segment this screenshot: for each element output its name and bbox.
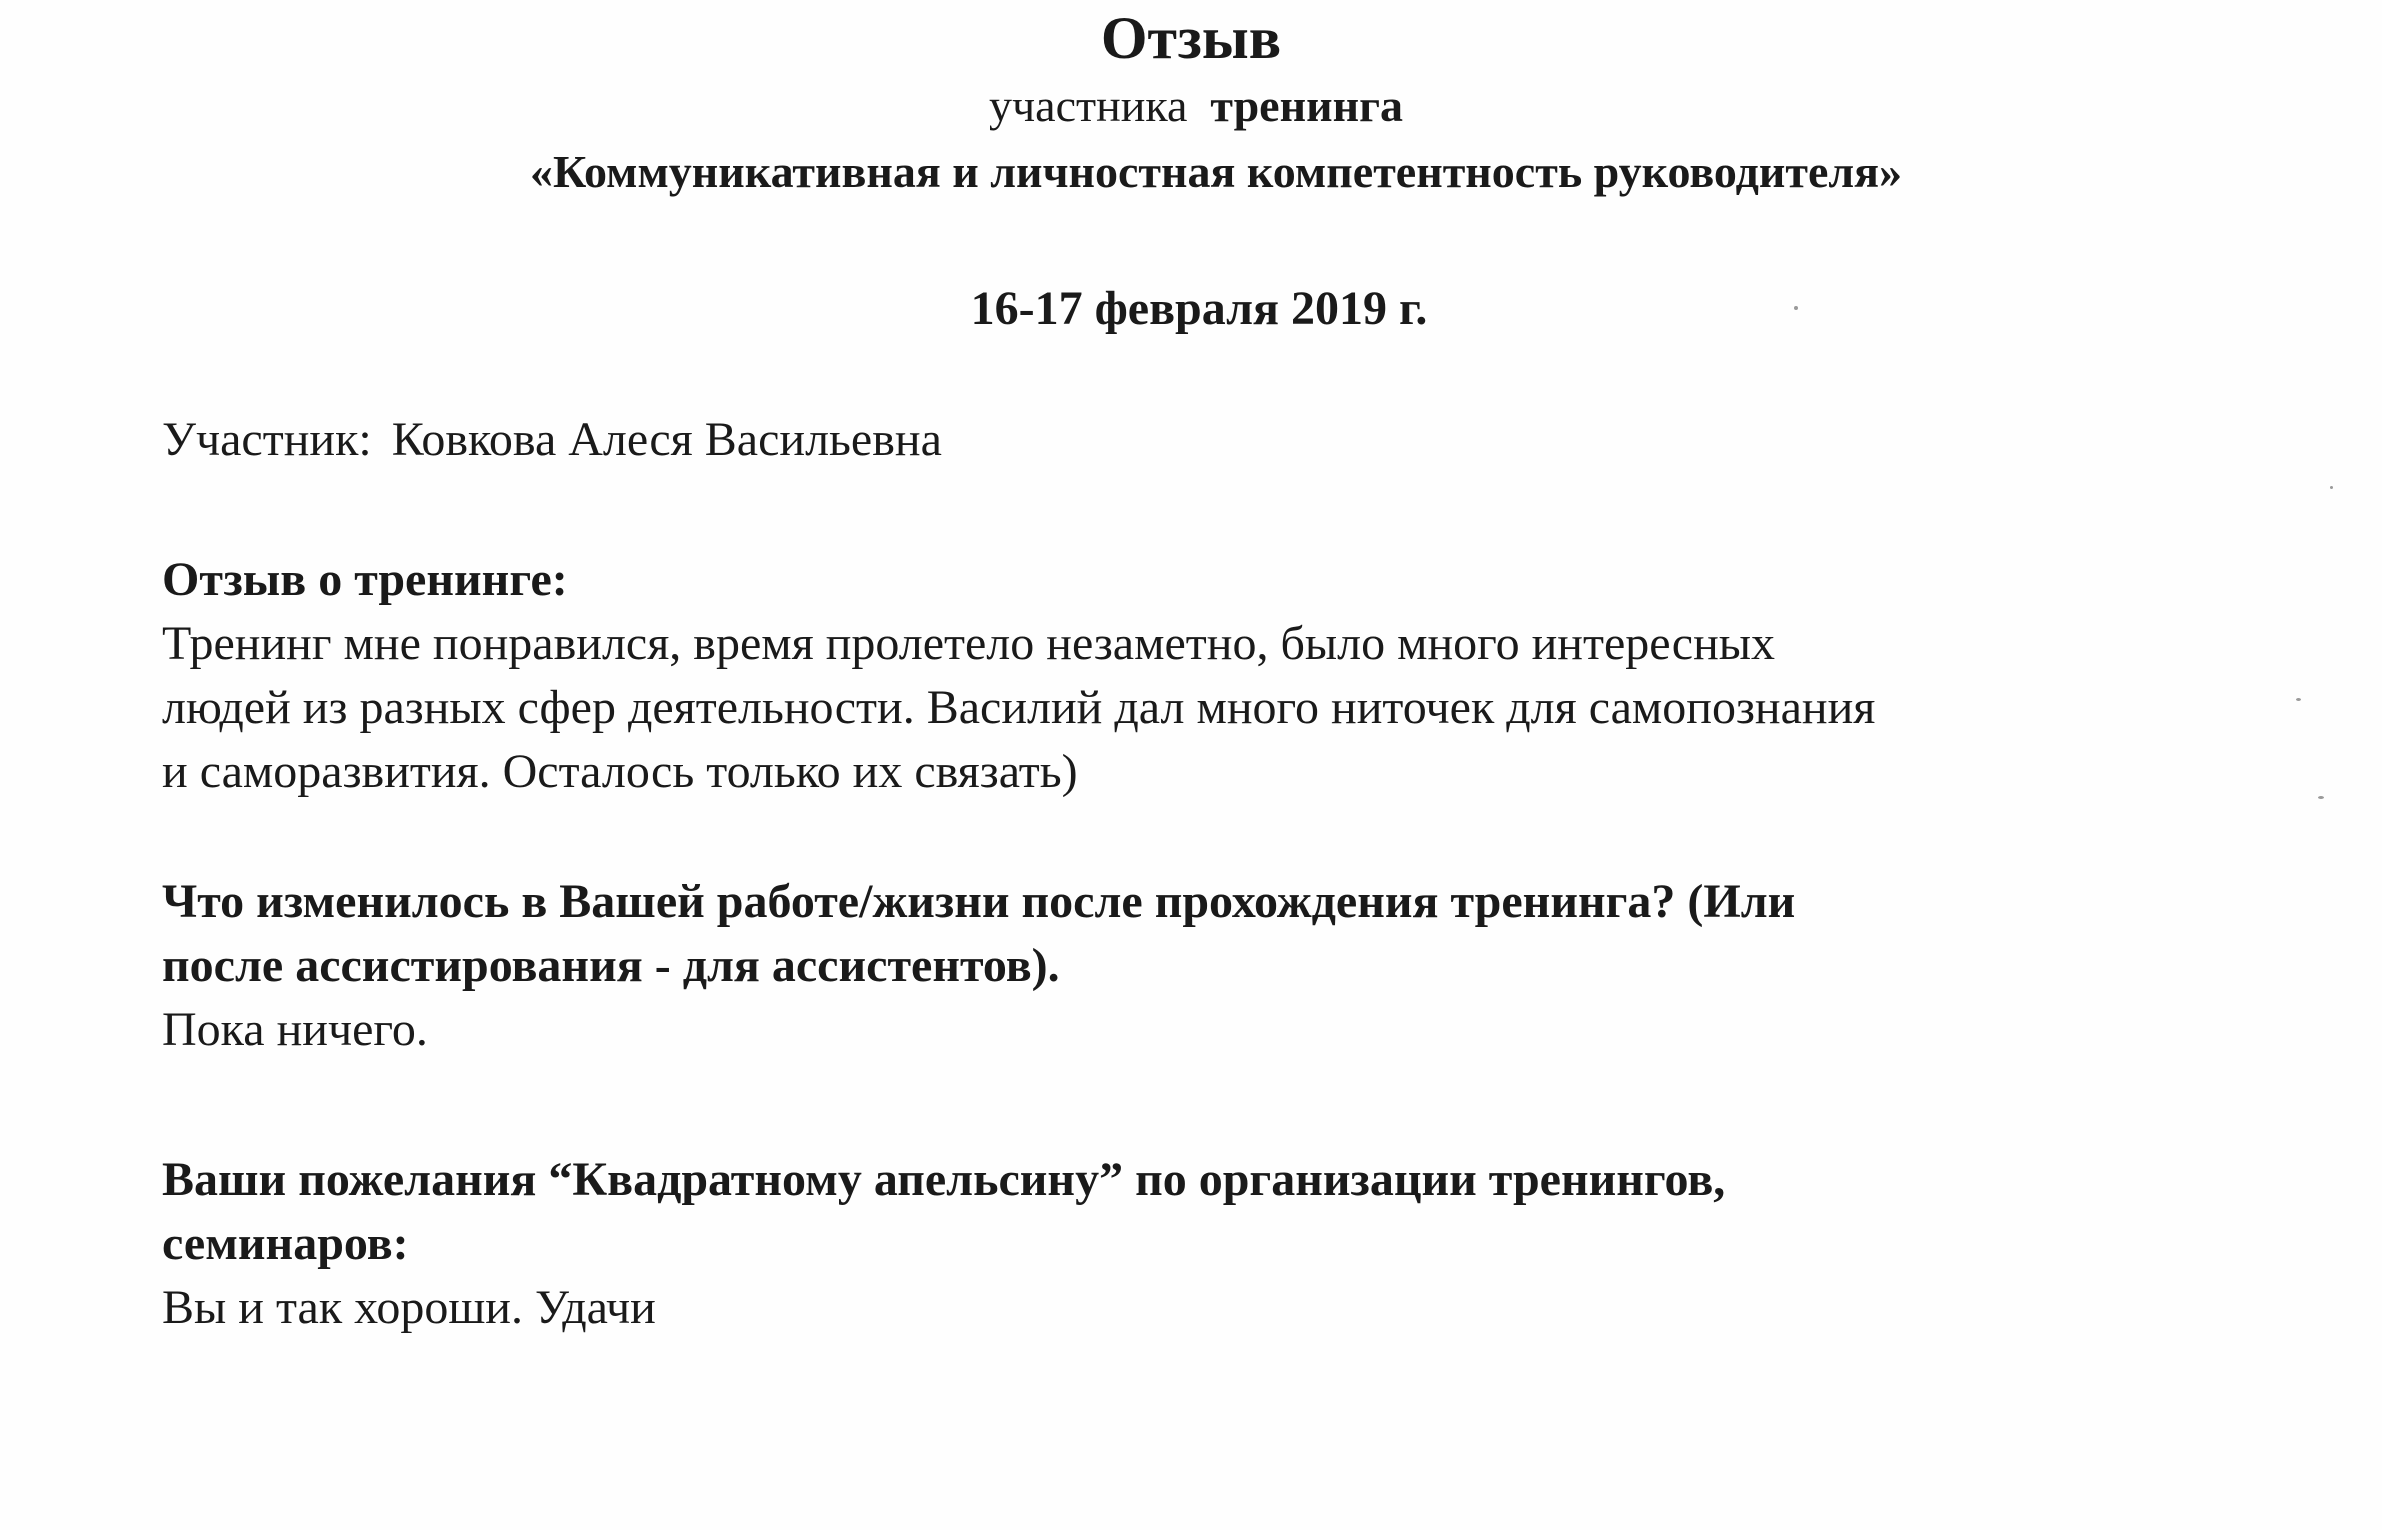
training-date: 16-17 февраля 2019 г. (970, 282, 1428, 335)
scan-speck (2318, 796, 2324, 799)
document-title: Отзыв (1100, 5, 1282, 71)
subtitle-bold: тренинга (1210, 80, 1403, 131)
scan-speck (1794, 306, 1798, 310)
subtitle-regular: участника (989, 80, 1188, 131)
changes-heading-line: после ассистирования - для ассистентов). (162, 939, 1060, 992)
feedback-line: людей из разных сфер деятельности. Василий дал много ниточек для самопознания (162, 681, 1876, 734)
participant-label: Участник: (162, 413, 372, 466)
document-subtitle (0, 76, 2382, 136)
scan-speck (2296, 698, 2301, 701)
wishes-heading-line: Ваши пожелания “Квадратному апельсину” по организации тренингов, (162, 1153, 1726, 1206)
wishes-section (162, 1148, 2282, 1340)
feedback-heading: Отзыв о тренинге: (162, 553, 568, 606)
participant-name: Ковкова Алеся Васильевна (391, 413, 942, 466)
changes-answer: Пока ничего. (162, 1003, 428, 1056)
training-name: «Коммуникативная и личностная компетентность руководителя» (529, 146, 1903, 197)
wishes-answer: Вы и так хороши. Удачи (162, 1281, 656, 1334)
changes-heading-line: Что изменилось в Вашей работе/жизни после прохождения тренинга? (Или (162, 875, 1796, 928)
feedback-section (162, 548, 2282, 804)
changes-section (162, 870, 2282, 1062)
participant-line (162, 408, 2282, 472)
wishes-heading-line: семинаров: (162, 1217, 409, 1270)
feedback-line: Тренинг мне понравился, время пролетело незаметно, было много интересных (162, 617, 1776, 670)
scan-speck (2330, 486, 2333, 489)
feedback-line: и саморазвития. Осталось только их связать) (162, 745, 1078, 798)
